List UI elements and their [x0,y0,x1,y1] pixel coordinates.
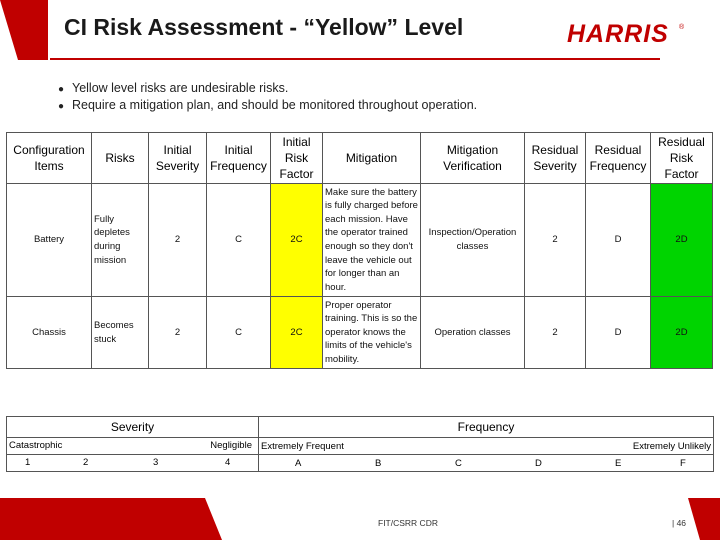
column-header: Initial Frequency [207,133,271,184]
cell-risk: Fully depletes during mission [92,184,149,297]
column-header: Risks [92,133,149,184]
cell-verification: Operation classes [421,297,525,369]
column-header: Residual Frequency [586,133,651,184]
column-header: Mitigation [323,133,421,184]
severity-scale-title-box [6,416,259,438]
cell-verification: Inspection/Operation classes [421,184,525,297]
cell-initial-frequency: C [207,184,271,297]
frequency-level: D [535,458,542,469]
frequency-level: B [375,458,382,469]
severity-level: 2 [83,457,89,468]
footer-red-accent [0,498,720,540]
frequency-levels [258,454,714,472]
bullet-item: ● Yellow level risks are undesirable risks. [58,81,289,95]
page-number: | 46 [672,518,687,528]
bullet-dot-icon: ● [58,101,65,112]
frequency-scale-bar [258,437,714,455]
bullet-item: ● Require a mitigation plan, and should be monitored throughout operation. [58,98,478,112]
severity-level: 3 [153,457,159,468]
cell-residual-frequency: D [586,184,651,297]
title-divider [50,58,660,60]
cell-residual-risk-factor: 2D [651,297,713,369]
severity-low-label: Catastrophic [9,440,63,451]
column-header: Residual Risk Factor [651,133,713,184]
frequency-level: C [455,458,462,469]
frequency-low-label: Extremely Frequent [261,441,344,452]
cell-residual-risk-factor: 2D [651,184,713,297]
column-header: Initial Severity [149,133,207,184]
table-row [7,184,713,297]
harris-logo [565,18,687,48]
column-header: Initial Risk Factor [271,133,323,184]
frequency-level: A [295,458,302,469]
cell-residual-severity: 2 [525,297,586,369]
risk-assessment-table [6,132,713,369]
cell-initial-severity: 2 [149,184,207,297]
cell-config-item: Battery [7,184,92,297]
cell-mitigation: Proper operator training. This is so the operator knows the limits of the vehicle's mobility. [323,297,421,369]
cell-config-item: Chassis [7,297,92,369]
cell-mitigation: Make sure the battery is fully charged before each mission. Have the operator trained enough so they don't leave the vehicle out for longer than an hour. [323,184,421,297]
severity-levels [6,454,259,472]
bullet-dot-icon: ● [58,84,65,95]
cell-initial-severity: 2 [149,297,207,369]
column-header: Mitigation Verification [421,133,525,184]
severity-level: 4 [225,457,231,468]
frequency-scale-title: Frequency [457,420,515,434]
severity-high-label: Negligible [210,440,252,451]
frequency-level: E [615,458,622,469]
table-row [7,297,713,369]
cell-initial-risk-factor: 2C [271,184,323,297]
cell-initial-frequency: C [207,297,271,369]
frequency-high-label: Extremely Unlikely [632,441,711,452]
cell-residual-frequency: D [586,297,651,369]
footer-label: FIT/CSRR CDR [378,518,438,528]
page-title: CI Risk Assessment - “Yellow” Level [64,14,464,40]
severity-level: 1 [25,457,31,468]
svg-text:®: ® [679,24,685,31]
cell-risk: Becomes stuck [92,297,149,369]
table-header-row [7,133,713,184]
severity-scale-title: Severity [110,420,155,434]
frequency-scale-title-box [258,416,714,438]
cell-residual-severity: 2 [525,184,586,297]
column-header: Residual Severity [525,133,586,184]
frequency-level: F [680,458,686,469]
cell-initial-risk-factor: 2C [271,297,323,369]
severity-scale-bar [6,437,259,455]
header-red-accent [0,0,48,60]
svg-text:HARRIS: HARRIS [567,20,669,48]
column-header: Configuration Items [7,133,92,184]
